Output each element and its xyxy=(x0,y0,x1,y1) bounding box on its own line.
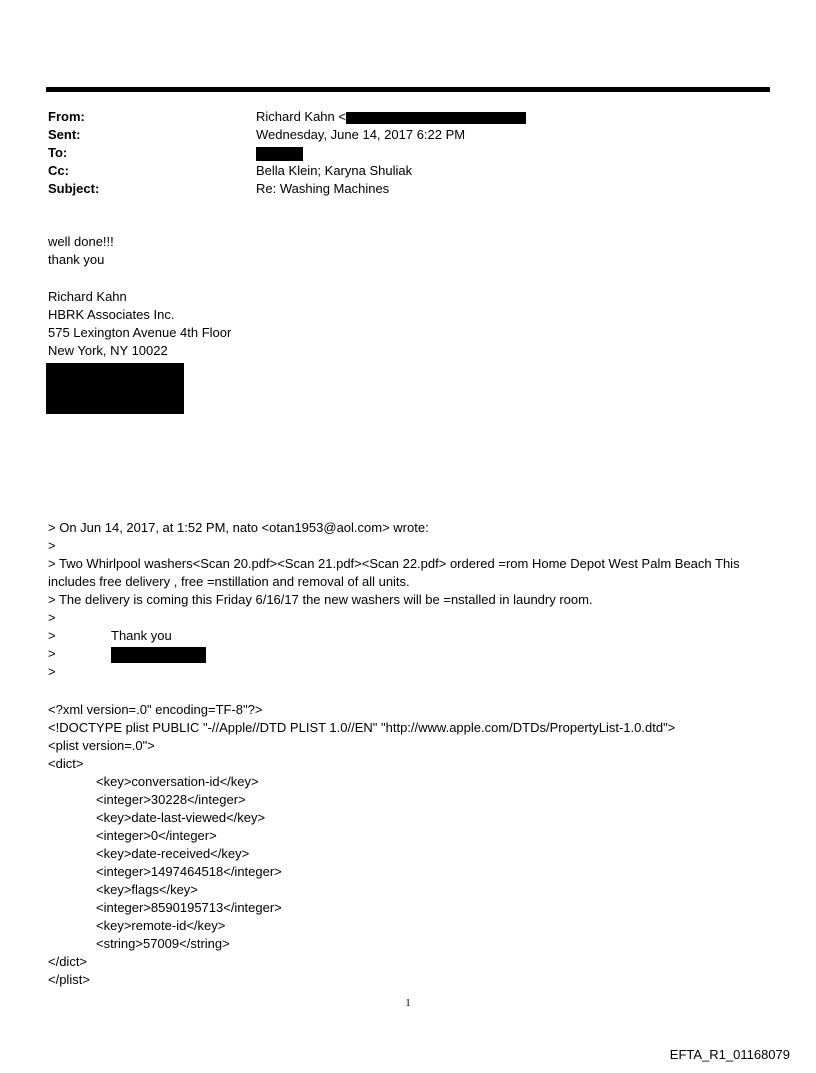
xml-line: </dict> xyxy=(48,954,88,969)
xml-line: <plist version=.0"> xyxy=(48,738,155,753)
to-row xyxy=(48,144,768,162)
quote-marker: > xyxy=(48,628,56,643)
subject-value: Re: Washing Machines xyxy=(256,181,390,196)
signature-line: 575 Lexington Avenue 4th Floor xyxy=(48,325,232,340)
redaction-sender-name xyxy=(111,647,206,663)
quoted-name-line xyxy=(48,645,768,663)
quoted-intro: > On Jun 14, 2017, at 1:52 PM, nato <otan1953@aol.com> wrote: xyxy=(48,520,429,535)
subject-row xyxy=(48,180,768,198)
xml-entry: <string>57009</string> xyxy=(96,936,230,951)
cc-label: Cc: xyxy=(48,163,69,178)
quoted-paragraph: > Two Whirlpool washers<Scan 20.pdf><Scan 21.pdf><Scan 22.pdf> ordered =rom Home Depot West Palm Beach This includes free delivery , free =nstillation and removal of all units. xyxy=(48,556,740,589)
page-number: 1 xyxy=(405,997,411,1009)
quoted-blank: > xyxy=(48,538,56,553)
sent-label: Sent: xyxy=(48,127,81,142)
redaction-to xyxy=(256,147,303,161)
quoted-blank: > xyxy=(48,664,56,679)
to-value xyxy=(256,144,303,162)
body-line: well done!!! xyxy=(48,234,114,249)
xml-entry: <key>remote-id</key> xyxy=(96,918,226,933)
body-line: thank you xyxy=(48,252,105,267)
to-label: To: xyxy=(48,145,68,160)
xml-line: </plist> xyxy=(48,972,90,987)
xml-entry: <integer>1497464518</integer> xyxy=(96,864,282,879)
xml-entry: <key>conversation-id</key> xyxy=(96,774,259,789)
from-row xyxy=(48,108,768,126)
cc-row xyxy=(48,162,768,180)
xml-entry: <integer>0</integer> xyxy=(96,828,217,843)
xml-line: <!DOCTYPE plist PUBLIC "-//Apple//DTD PLIST 1.0//EN" "http://www.apple.com/DTDs/PropertyList-1.0.dtd"> xyxy=(48,720,676,735)
signature-line: HBRK Associates Inc. xyxy=(48,307,175,322)
quoted-thanks: Thank you xyxy=(111,628,172,643)
xml-entry: <key>date-last-viewed</key> xyxy=(96,810,266,825)
xml-entry: <key>flags</key> xyxy=(96,882,198,897)
from-name: Richard Kahn < xyxy=(256,109,346,124)
subject-label: Subject: xyxy=(48,181,100,196)
from-value xyxy=(256,108,526,126)
from-label: From: xyxy=(48,109,85,124)
quoted-thanks-line xyxy=(48,627,768,645)
xml-entry: <key>date-received</key> xyxy=(96,846,250,861)
redaction-block xyxy=(46,363,184,414)
sent-value: Wednesday, June 14, 2017 6:22 PM xyxy=(256,127,466,142)
signature xyxy=(48,288,768,360)
xml-line: <?xml version=.0" encoding=TF-8"?> xyxy=(48,702,263,717)
redaction-from-email xyxy=(346,112,526,124)
quoted-paragraph: > The delivery is coming this Friday 6/16/17 the new washers will be =nstalled in laundry room. xyxy=(48,592,593,607)
quote-marker: > xyxy=(48,646,56,661)
signature-line: Richard Kahn xyxy=(48,289,127,304)
quoted-message xyxy=(48,519,768,681)
document-id: EFTA_R1_01168079 xyxy=(669,1047,790,1062)
message-body xyxy=(48,233,768,269)
quoted-blank: > xyxy=(48,610,56,625)
signature-line: New York, NY 10022 xyxy=(48,343,168,358)
xml-entry: <integer>30228</integer> xyxy=(96,792,246,807)
sent-row xyxy=(48,126,768,144)
cc-value: Bella Klein; Karyna Shuliak xyxy=(256,163,413,178)
header-rule xyxy=(46,87,770,92)
plist-xml xyxy=(48,701,768,989)
xml-line: <dict> xyxy=(48,756,84,771)
email-header xyxy=(48,108,768,198)
xml-entry: <integer>8590195713</integer> xyxy=(96,900,282,915)
